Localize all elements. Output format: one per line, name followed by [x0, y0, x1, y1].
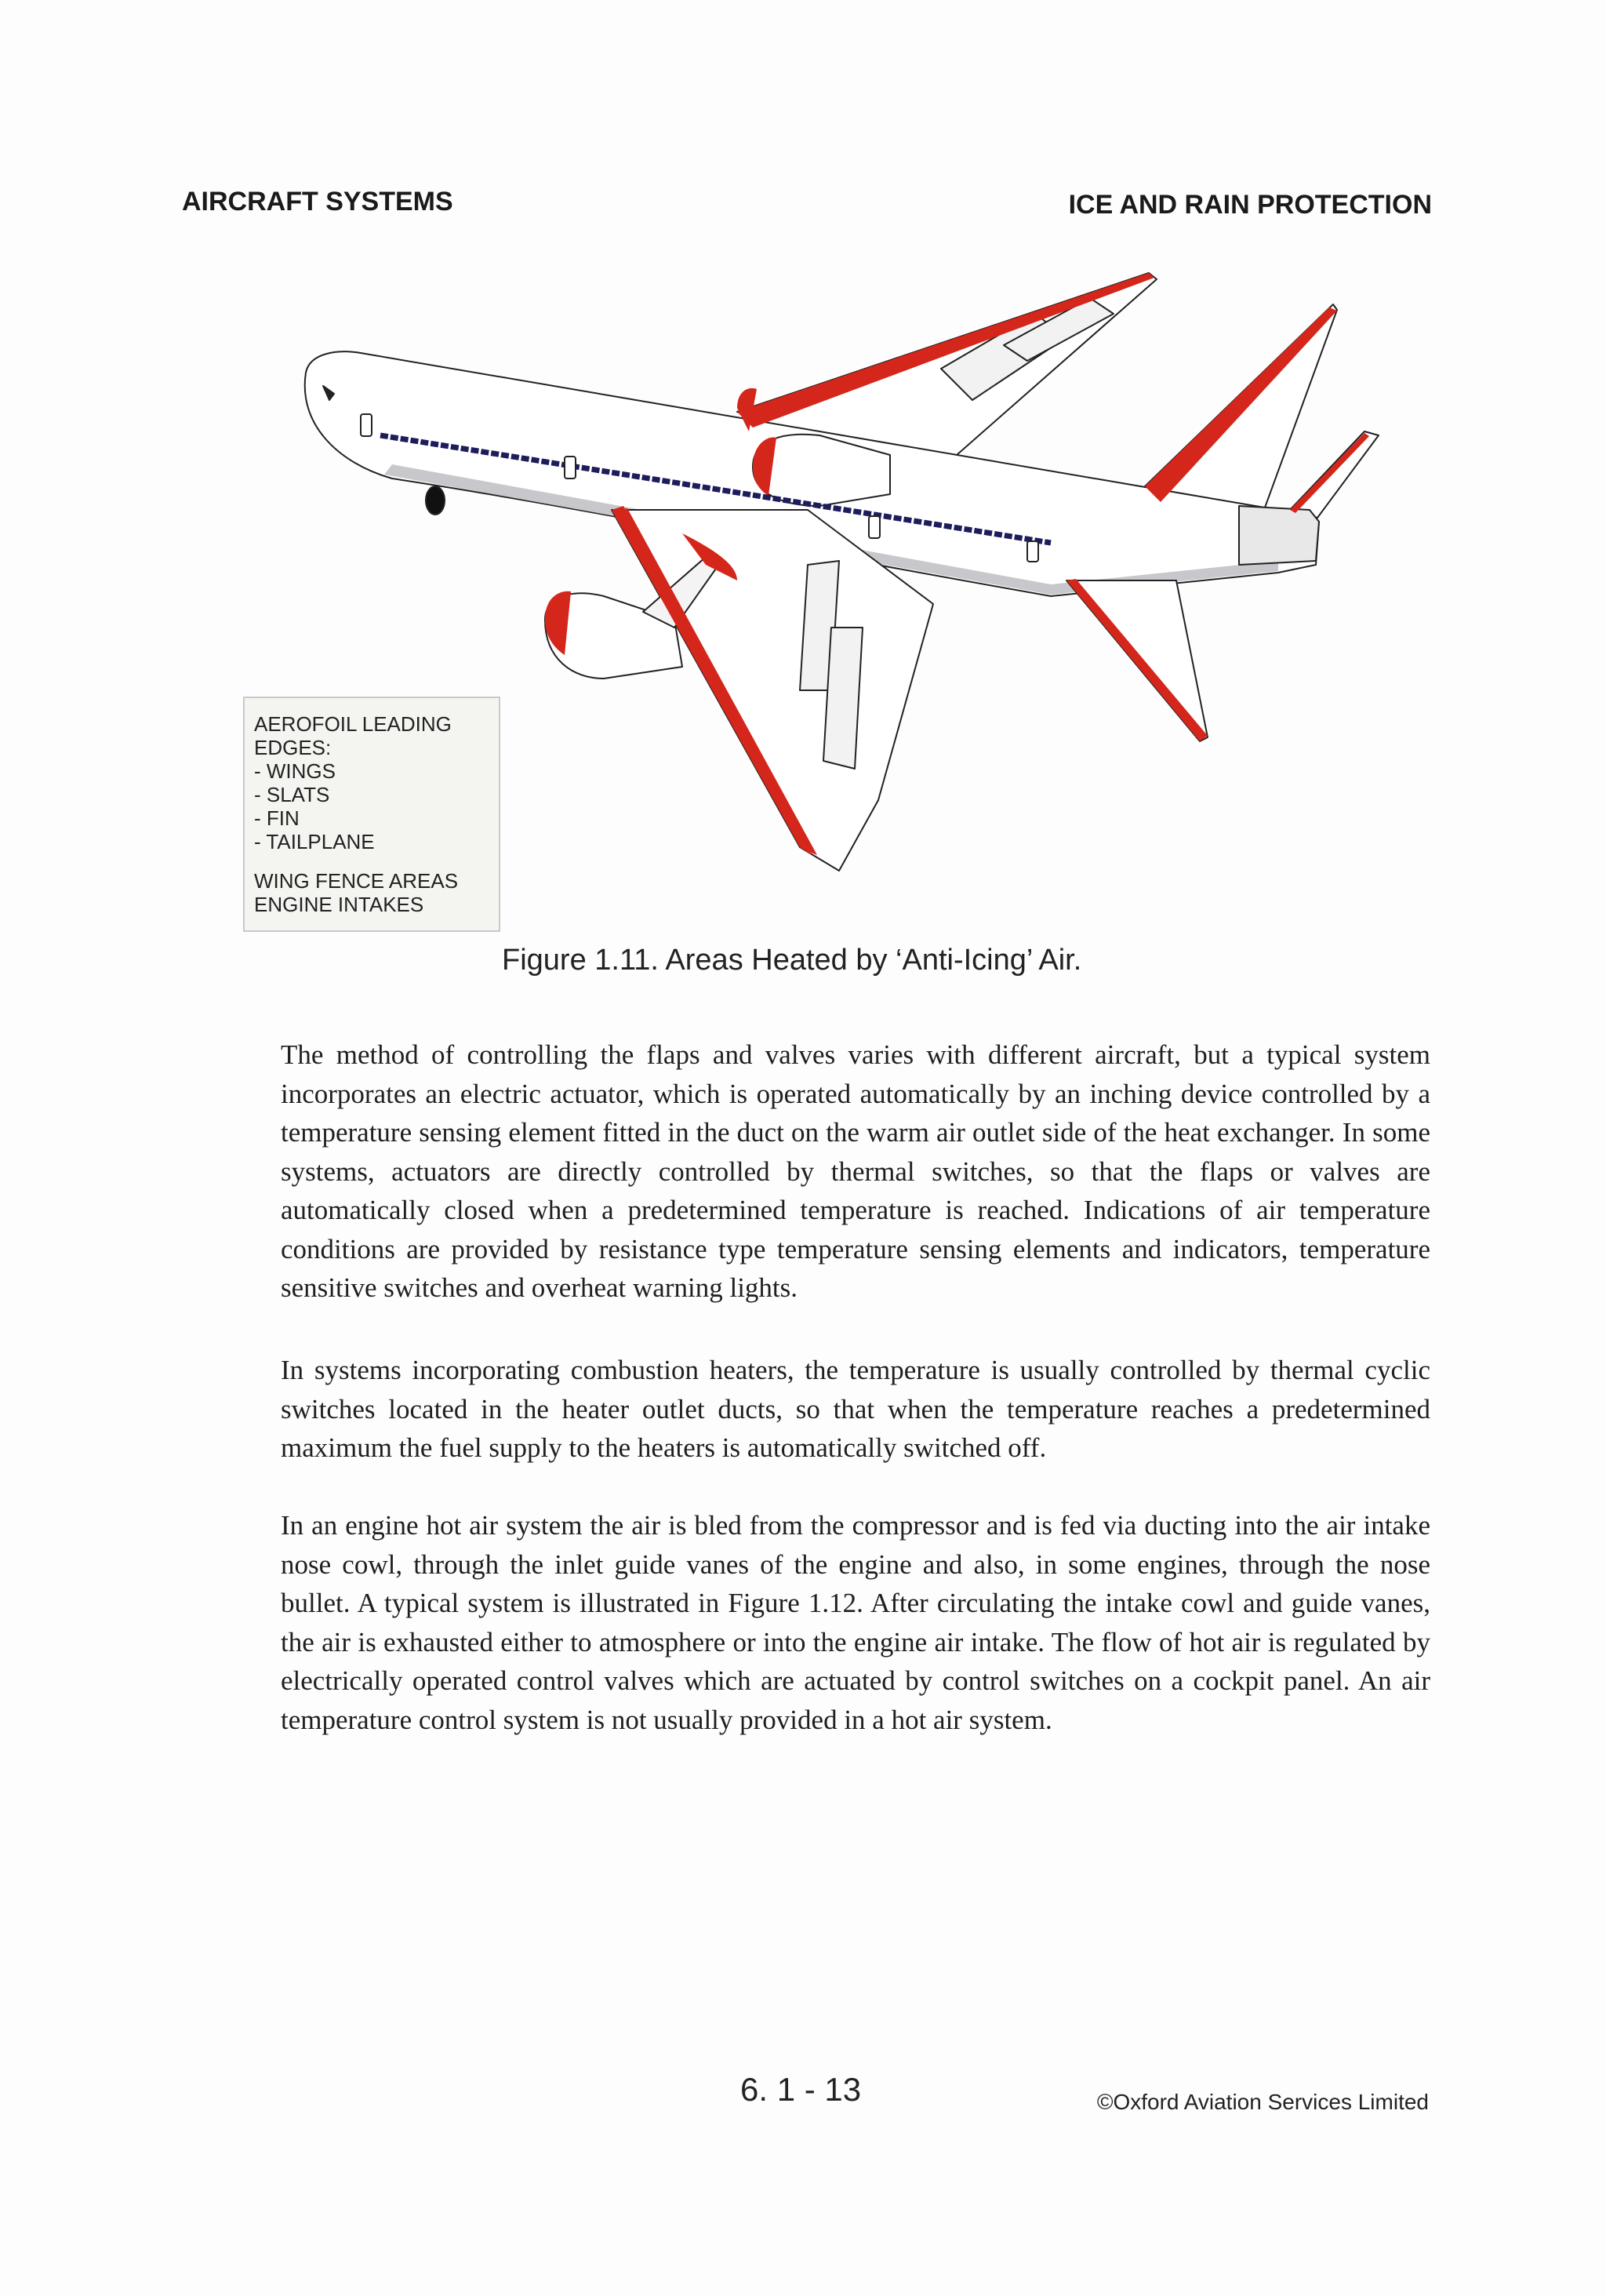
copyright-notice: ©Oxford Aviation Services Limited: [1096, 2090, 1429, 2114]
paragraph: In an engine hot air system the air is bled from the compressor and is fed via ducting into the air intake nose cowl, through the inlet guide vanes of the engine and also, in some engines, through the nose bullet. A typical system is illustrated in Figure 1.12. After circulating the intake cowl and guide vanes, the air is exhausted either to atmosphere or into the engine air intake. The flow of hot air is regulated by electrically operated control valves which are actuated by control switches on a cockpit panel. An air temperature control system is not usually provided in a hot air system.: [281, 1510, 1430, 1735]
page-header: [182, 187, 1432, 226]
paragraph: In systems incorporating combustion heaters, the temperature is usually controlled by thermal cyclic switches located in the heater outlet ducts, so that when the temperature reaches a predetermined maximum the fuel supply to the heaters is automatically switched off.: [281, 1355, 1430, 1463]
header-section-title: AIRCRAFT SYSTEMS: [182, 187, 453, 217]
fuselage-door-3: [869, 516, 880, 538]
near-wing-flap-2: [823, 628, 863, 769]
nose-gear: [426, 486, 445, 515]
legend-line: - SLATS: [254, 783, 330, 806]
legend-line: - TAILPLANE: [254, 830, 375, 853]
fuselage-door-1: [361, 414, 372, 436]
legend-line: ENGINE INTAKES: [254, 893, 424, 916]
figure-caption: Figure 1.11. Areas Heated by ‘Anti-Icing’ Air.: [502, 944, 1082, 977]
legend-group-aerofoil: [254, 712, 489, 853]
legend-line: AEROFOIL LEADING: [254, 712, 452, 736]
legend-box: [243, 697, 500, 932]
paragraph: The method of controlling the flaps and valves varies with different aircraft, but a typical system incorporates an electric actuator, which is operated automatically by an inching device controlled by a temperature sensing element fitted in the duct on the warm air outlet side of the heat exchanger. In some systems, actuators are directly controlled by thermal switches, so that the flaps or valves are automatically closed when a predetermined temperature is reached. Indications of air temperature conditions are provided by resistance type temperature sensing elements and indicators, temperature sensitive switches and overheat warning lights.: [281, 1039, 1430, 1303]
legend-line: - WINGS: [254, 759, 336, 783]
page-number: 6. 1 - 13: [740, 2071, 862, 2108]
legend-line: WING FENCE AREAS: [254, 869, 459, 893]
legend-line: EDGES:: [254, 736, 332, 759]
tail-engine: [1239, 506, 1319, 565]
header-chapter-title: ICE AND RAIN PROTECTION: [1068, 190, 1432, 220]
fuselage-door-2: [565, 457, 576, 478]
legend-line: - FIN: [254, 806, 300, 830]
legend-group-other: [254, 869, 489, 916]
fuselage-door-4: [1027, 541, 1038, 562]
figure-anti-icing-areas: [235, 251, 1404, 941]
